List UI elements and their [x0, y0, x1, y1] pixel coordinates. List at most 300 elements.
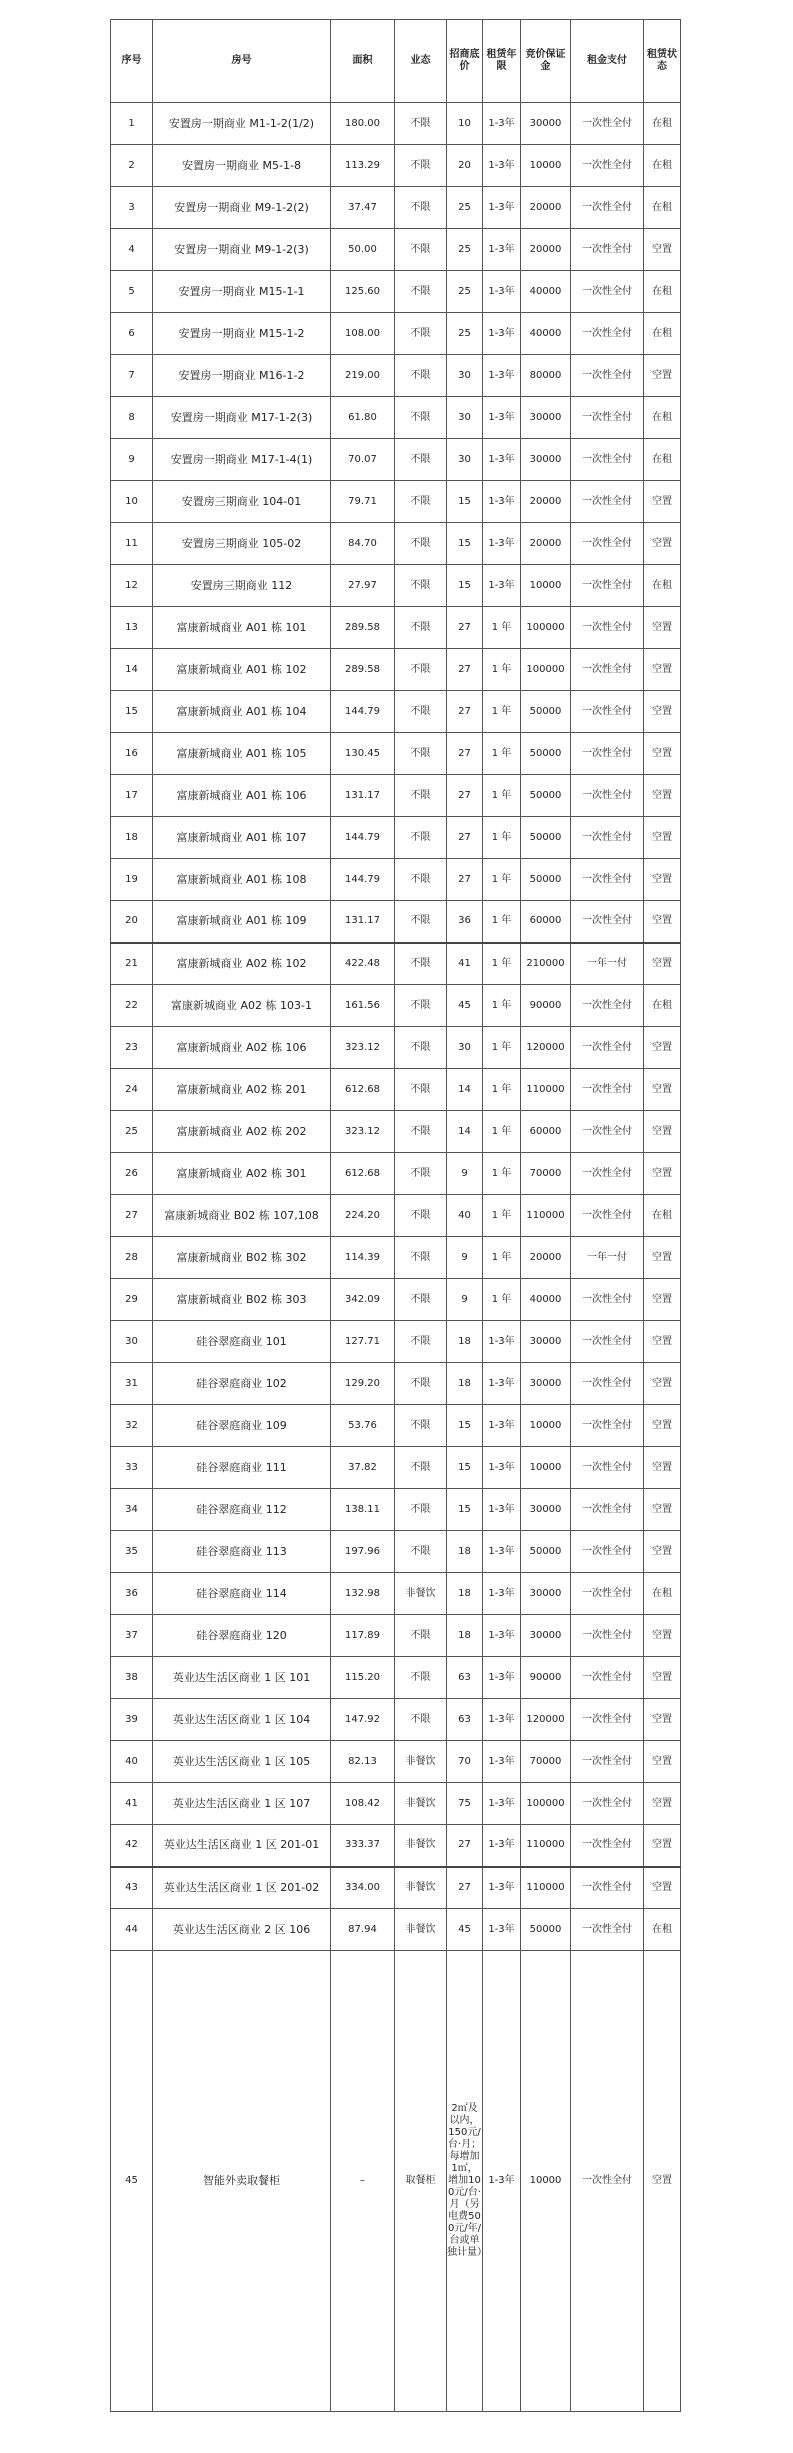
- cell-payment: 一次性全付: [571, 901, 644, 943]
- cell-deposit: 110000: [521, 1825, 571, 1867]
- header-lease-term: 租赁年限: [483, 20, 521, 103]
- cell-payment: 一次性全付: [571, 1909, 644, 1951]
- cell-deposit: 10000: [521, 565, 571, 607]
- cell-payment: 一次性全付: [571, 187, 644, 229]
- cell-index: 6: [111, 313, 153, 355]
- cell-unit: 硅谷翠庭商业 111: [153, 1447, 331, 1489]
- cell-status: 在租: [644, 1573, 681, 1615]
- cell-base-price: 9: [447, 1237, 483, 1279]
- cell-area: 144.79: [331, 691, 395, 733]
- cell-payment: 一次性全付: [571, 1615, 644, 1657]
- table-row: [111, 229, 681, 271]
- cell-business-type: 不限: [395, 355, 447, 397]
- cell-index: 9: [111, 439, 153, 481]
- cell-index: 34: [111, 1489, 153, 1531]
- cell-payment: 一次性全付: [571, 229, 644, 271]
- cell-index: 5: [111, 271, 153, 313]
- cell-deposit: 30000: [521, 397, 571, 439]
- cell-business-type: 不限: [395, 481, 447, 523]
- cell-base-price: 63: [447, 1699, 483, 1741]
- cell-lease-term: 1 年: [483, 733, 521, 775]
- header-index: 序号: [111, 20, 153, 103]
- cell-base-price: 27: [447, 733, 483, 775]
- cell-status: 空置: [644, 1027, 681, 1069]
- cell-unit: 富康新城商业 A02 栋 102: [153, 943, 331, 985]
- cell-status: 空置: [644, 649, 681, 691]
- cell-unit: 富康新城商业 A01 栋 106: [153, 775, 331, 817]
- cell-area: 323.12: [331, 1111, 395, 1153]
- cell-lease-term: 1 年: [483, 985, 521, 1027]
- cell-area: 50.00: [331, 229, 395, 271]
- table-row: [111, 1909, 681, 1951]
- cell-business-type: 不限: [395, 1237, 447, 1279]
- cell-status: 空置: [644, 1531, 681, 1573]
- cell-unit: 硅谷翠庭商业 113: [153, 1531, 331, 1573]
- cell-deposit: 30000: [521, 1573, 571, 1615]
- cell-area: 37.47: [331, 187, 395, 229]
- cell-area: 138.11: [331, 1489, 395, 1531]
- cell-business-type: 不限: [395, 1699, 447, 1741]
- cell-lease-term: 1-3年: [483, 103, 521, 145]
- cell-status: 在租: [644, 439, 681, 481]
- cell-business-type: 不限: [395, 901, 447, 943]
- cell-lease-term: 1 年: [483, 1195, 521, 1237]
- rental-table: [110, 19, 681, 2412]
- cell-business-type: 不限: [395, 1153, 447, 1195]
- cell-unit: 英业达生活区商业 1 区 104: [153, 1699, 331, 1741]
- table-row: [111, 1825, 681, 1867]
- cell-status: 空置: [644, 943, 681, 985]
- cell-status: 空置: [644, 817, 681, 859]
- cell-status: 空置: [644, 1405, 681, 1447]
- cell-payment: 一次性全付: [571, 649, 644, 691]
- cell-index: 41: [111, 1783, 153, 1825]
- cell-deposit: 120000: [521, 1027, 571, 1069]
- cell-deposit: 100000: [521, 1783, 571, 1825]
- cell-lease-term: 1-3年: [483, 1783, 521, 1825]
- cell-base-price: 15: [447, 523, 483, 565]
- table-row: [111, 1657, 681, 1699]
- cell-area: 53.76: [331, 1405, 395, 1447]
- cell-unit: 富康新城商业 A01 栋 105: [153, 733, 331, 775]
- header-area: 面积: [331, 20, 395, 103]
- cell-area: 161.56: [331, 985, 395, 1027]
- cell-index: 36: [111, 1573, 153, 1615]
- cell-status: 空置: [644, 1741, 681, 1783]
- cell-business-type: 不限: [395, 397, 447, 439]
- cell-base-price: 36: [447, 901, 483, 943]
- cell-deposit: 20000: [521, 229, 571, 271]
- table-row: [111, 1447, 681, 1489]
- cell-lease-term: 1 年: [483, 943, 521, 985]
- table-row: [111, 985, 681, 1027]
- cell-payment: 一次性全付: [571, 1573, 644, 1615]
- cell-base-price: 25: [447, 271, 483, 313]
- cell-business-type: 不限: [395, 985, 447, 1027]
- cell-payment: 一次性全付: [571, 1657, 644, 1699]
- cell-base-price: 15: [447, 1489, 483, 1531]
- table-row: [111, 943, 681, 985]
- cell-payment: 一次性全付: [571, 1153, 644, 1195]
- cell-area: 129.20: [331, 1363, 395, 1405]
- cell-lease-term: 1-3年: [483, 271, 521, 313]
- header-business-type: 业态: [395, 20, 447, 103]
- cell-unit: 安置房一期商业 M5-1-8: [153, 145, 331, 187]
- cell-area: 219.00: [331, 355, 395, 397]
- table-row: [111, 901, 681, 943]
- cell-area: 117.89: [331, 1615, 395, 1657]
- cell-status: 空置: [644, 1321, 681, 1363]
- cell-business-type: 不限: [395, 1489, 447, 1531]
- cell-index: 31: [111, 1363, 153, 1405]
- cell-index: 32: [111, 1405, 153, 1447]
- table-row: [111, 1111, 681, 1153]
- cell-area: 82.13: [331, 1741, 395, 1783]
- table-row: [111, 859, 681, 901]
- cell-area: 289.58: [331, 649, 395, 691]
- cell-business-type: 不限: [395, 1027, 447, 1069]
- table-row: [111, 1783, 681, 1825]
- cell-deposit: 40000: [521, 1279, 571, 1321]
- cell-unit: 安置房一期商业 M17-1-4(1): [153, 439, 331, 481]
- cell-unit: 富康新城商业 A01 栋 108: [153, 859, 331, 901]
- cell-area: 79.71: [331, 481, 395, 523]
- cell-unit: 富康新城商业 A02 栋 202: [153, 1111, 331, 1153]
- cell-base-price: 70: [447, 1741, 483, 1783]
- cell-lease-term: 1-3年: [483, 1489, 521, 1531]
- cell-index: 27: [111, 1195, 153, 1237]
- cell-unit: 硅谷翠庭商业 120: [153, 1615, 331, 1657]
- table-row: [111, 103, 681, 145]
- cell-area: 131.17: [331, 775, 395, 817]
- cell-business-type: 非餐饮: [395, 1909, 447, 1951]
- cell-business-type: 不限: [395, 1531, 447, 1573]
- cell-business-type: 不限: [395, 187, 447, 229]
- cell-base-price: 15: [447, 1405, 483, 1447]
- cell-deposit: 10000: [521, 145, 571, 187]
- table-row: [111, 1321, 681, 1363]
- cell-lease-term: 1 年: [483, 607, 521, 649]
- cell-payment: 一次性全付: [571, 817, 644, 859]
- cell-index: 29: [111, 1279, 153, 1321]
- cell-deposit: 210000: [521, 943, 571, 985]
- cell-business-type: 非餐饮: [395, 1783, 447, 1825]
- table-row: [111, 733, 681, 775]
- cell-index: 26: [111, 1153, 153, 1195]
- cell-business-type: 不限: [395, 1321, 447, 1363]
- cell-area: 84.70: [331, 523, 395, 565]
- cell-status: 空置: [644, 691, 681, 733]
- table-row: [111, 187, 681, 229]
- cell-business-type: 不限: [395, 691, 447, 733]
- cell-payment: 一次性全付: [571, 1363, 644, 1405]
- cell-status: 在租: [644, 1909, 681, 1951]
- cell-lease-term: 1-3年: [483, 523, 521, 565]
- cell-base-price: 30: [447, 397, 483, 439]
- cell-status: 空置: [644, 1657, 681, 1699]
- cell-business-type: 非餐饮: [395, 1573, 447, 1615]
- table-row: [111, 1867, 681, 1909]
- table-row: [111, 1699, 681, 1741]
- cell-deposit: 50000: [521, 859, 571, 901]
- cell-base-price: 25: [447, 187, 483, 229]
- cell-base-price: 41: [447, 943, 483, 985]
- table-row: [111, 1951, 681, 2412]
- cell-payment: 一次性全付: [571, 1951, 644, 2412]
- cell-lease-term: 1-3年: [483, 1657, 521, 1699]
- cell-area: 130.45: [331, 733, 395, 775]
- cell-status: 空置: [644, 1489, 681, 1531]
- cell-unit: 富康新城商业 A02 栋 103-1: [153, 985, 331, 1027]
- cell-business-type: 不限: [395, 1195, 447, 1237]
- cell-lease-term: 1-3年: [483, 1531, 521, 1573]
- cell-deposit: 110000: [521, 1195, 571, 1237]
- cell-base-price: 30: [447, 355, 483, 397]
- cell-area: 114.39: [331, 1237, 395, 1279]
- cell-payment: 一次性全付: [571, 145, 644, 187]
- cell-area: –: [331, 1951, 395, 2412]
- cell-deposit: 20000: [521, 1237, 571, 1279]
- cell-status: 在租: [644, 313, 681, 355]
- cell-deposit: 100000: [521, 649, 571, 691]
- cell-index: 2: [111, 145, 153, 187]
- cell-status: 在租: [644, 187, 681, 229]
- cell-index: 12: [111, 565, 153, 607]
- cell-lease-term: 1 年: [483, 1237, 521, 1279]
- cell-base-price: 15: [447, 481, 483, 523]
- cell-area: 108.00: [331, 313, 395, 355]
- cell-area: 147.92: [331, 1699, 395, 1741]
- cell-deposit: 10000: [521, 1447, 571, 1489]
- cell-area: 224.20: [331, 1195, 395, 1237]
- table-row: [111, 1279, 681, 1321]
- cell-unit: 硅谷翠庭商业 102: [153, 1363, 331, 1405]
- table-row: [111, 1237, 681, 1279]
- cell-deposit: 30000: [521, 439, 571, 481]
- cell-status: 在租: [644, 565, 681, 607]
- cell-base-price: 25: [447, 313, 483, 355]
- cell-deposit: 40000: [521, 271, 571, 313]
- cell-business-type: 不限: [395, 523, 447, 565]
- cell-status: 在租: [644, 145, 681, 187]
- cell-status: 在租: [644, 103, 681, 145]
- table-body: [111, 103, 681, 2412]
- cell-index: 35: [111, 1531, 153, 1573]
- header-base-price: 招商底价: [447, 20, 483, 103]
- cell-status: 空置: [644, 1069, 681, 1111]
- cell-base-price: 27: [447, 775, 483, 817]
- cell-status: 空置: [644, 775, 681, 817]
- cell-lease-term: 1-3年: [483, 1573, 521, 1615]
- cell-business-type: 不限: [395, 1405, 447, 1447]
- table-row: [111, 817, 681, 859]
- cell-deposit: 20000: [521, 187, 571, 229]
- cell-business-type: 不限: [395, 1657, 447, 1699]
- cell-lease-term: 1 年: [483, 775, 521, 817]
- cell-business-type: 不限: [395, 1447, 447, 1489]
- table-row: [111, 271, 681, 313]
- cell-unit: 富康新城商业 A02 栋 301: [153, 1153, 331, 1195]
- cell-index: 20: [111, 901, 153, 943]
- cell-base-price: 27: [447, 817, 483, 859]
- cell-base-price: 45: [447, 1909, 483, 1951]
- cell-base-price: 18: [447, 1363, 483, 1405]
- cell-deposit: 90000: [521, 1657, 571, 1699]
- cell-status: 空置: [644, 1447, 681, 1489]
- cell-payment: 一次性全付: [571, 1111, 644, 1153]
- cell-status: 空置: [644, 1111, 681, 1153]
- cell-unit: 富康新城商业 B02 栋 107,108: [153, 1195, 331, 1237]
- cell-lease-term: 1-3年: [483, 1699, 521, 1741]
- cell-index: 30: [111, 1321, 153, 1363]
- cell-area: 70.07: [331, 439, 395, 481]
- cell-deposit: 50000: [521, 775, 571, 817]
- cell-area: 342.09: [331, 1279, 395, 1321]
- cell-deposit: 50000: [521, 817, 571, 859]
- cell-lease-term: 1-3年: [483, 439, 521, 481]
- cell-payment: 一年一付: [571, 1237, 644, 1279]
- cell-area: 612.68: [331, 1069, 395, 1111]
- cell-unit: 富康新城商业 A01 栋 101: [153, 607, 331, 649]
- cell-payment: 一次性全付: [571, 523, 644, 565]
- cell-index: 21: [111, 943, 153, 985]
- cell-unit: 安置房一期商业 M17-1-2(3): [153, 397, 331, 439]
- cell-unit: 安置房一期商业 M9-1-2(3): [153, 229, 331, 271]
- cell-deposit: 120000: [521, 1699, 571, 1741]
- header-status: 租赁状态: [644, 20, 681, 103]
- cell-payment: 一次性全付: [571, 1825, 644, 1867]
- cell-area: 289.58: [331, 607, 395, 649]
- cell-unit: 安置房一期商业 M15-1-2: [153, 313, 331, 355]
- cell-business-type: 不限: [395, 607, 447, 649]
- cell-base-price: 27: [447, 859, 483, 901]
- cell-business-type: 非餐饮: [395, 1867, 447, 1909]
- table-row: [111, 145, 681, 187]
- cell-business-type: 不限: [395, 1363, 447, 1405]
- cell-payment: 一次性全付: [571, 775, 644, 817]
- cell-status: 空置: [644, 481, 681, 523]
- cell-deposit: 80000: [521, 355, 571, 397]
- cell-status: 空置: [644, 1279, 681, 1321]
- cell-lease-term: 1 年: [483, 1027, 521, 1069]
- table-row: [111, 1027, 681, 1069]
- cell-payment: 一次性全付: [571, 481, 644, 523]
- table-row: [111, 565, 681, 607]
- cell-unit: 硅谷翠庭商业 101: [153, 1321, 331, 1363]
- cell-business-type: 不限: [395, 943, 447, 985]
- cell-lease-term: 1-3年: [483, 1363, 521, 1405]
- cell-status: 空置: [644, 859, 681, 901]
- cell-business-type: 不限: [395, 103, 447, 145]
- cell-status: 空置: [644, 1825, 681, 1867]
- table-row: [111, 649, 681, 691]
- cell-base-price: 25: [447, 229, 483, 271]
- cell-unit: 安置房三期商业 105-02: [153, 523, 331, 565]
- cell-unit: 硅谷翠庭商业 112: [153, 1489, 331, 1531]
- cell-unit: 英业达生活区商业 2 区 106: [153, 1909, 331, 1951]
- cell-lease-term: 1-3年: [483, 1321, 521, 1363]
- cell-base-price: 27: [447, 607, 483, 649]
- cell-unit: 英业达生活区商业 1 区 201-01: [153, 1825, 331, 1867]
- cell-deposit: 110000: [521, 1867, 571, 1909]
- cell-area: 144.79: [331, 859, 395, 901]
- cell-unit: 英业达生活区商业 1 区 101: [153, 1657, 331, 1699]
- cell-index: 43: [111, 1867, 153, 1909]
- cell-payment: 一次性全付: [571, 985, 644, 1027]
- cell-payment: 一次性全付: [571, 439, 644, 481]
- cell-status: 在租: [644, 1195, 681, 1237]
- cell-payment: 一次性全付: [571, 691, 644, 733]
- cell-index: 39: [111, 1699, 153, 1741]
- cell-deposit: 30000: [521, 1489, 571, 1531]
- cell-index: 17: [111, 775, 153, 817]
- cell-payment: 一次性全付: [571, 1741, 644, 1783]
- cell-lease-term: 1 年: [483, 691, 521, 733]
- cell-payment: 一次性全付: [571, 859, 644, 901]
- cell-lease-term: 1-3年: [483, 1951, 521, 2412]
- cell-status: 在租: [644, 985, 681, 1027]
- cell-index: 18: [111, 817, 153, 859]
- cell-area: 144.79: [331, 817, 395, 859]
- cell-unit: 富康新城商业 A02 栋 201: [153, 1069, 331, 1111]
- cell-business-type: 不限: [395, 1111, 447, 1153]
- cell-payment: 一次性全付: [571, 1489, 644, 1531]
- cell-unit: 硅谷翠庭商业 109: [153, 1405, 331, 1447]
- cell-base-price: 27: [447, 691, 483, 733]
- cell-deposit: 50000: [521, 733, 571, 775]
- cell-business-type: 不限: [395, 649, 447, 691]
- table-row: [111, 481, 681, 523]
- cell-payment: 一次性全付: [571, 271, 644, 313]
- cell-payment: 一次性全付: [571, 607, 644, 649]
- cell-deposit: 110000: [521, 1069, 571, 1111]
- table-row: [111, 1489, 681, 1531]
- cell-status: 空置: [644, 1867, 681, 1909]
- cell-area: 422.48: [331, 943, 395, 985]
- cell-payment: 一次性全付: [571, 1783, 644, 1825]
- cell-index: 22: [111, 985, 153, 1027]
- cell-base-price: 9: [447, 1279, 483, 1321]
- cell-index: 40: [111, 1741, 153, 1783]
- cell-area: 125.60: [331, 271, 395, 313]
- cell-area: 131.17: [331, 901, 395, 943]
- cell-index: 4: [111, 229, 153, 271]
- cell-unit: 安置房三期商业 112: [153, 565, 331, 607]
- cell-deposit: 50000: [521, 691, 571, 733]
- cell-deposit: 30000: [521, 103, 571, 145]
- cell-lease-term: 1 年: [483, 1069, 521, 1111]
- cell-lease-term: 1-3年: [483, 1867, 521, 1909]
- cell-unit: 富康新城商业 A01 栋 102: [153, 649, 331, 691]
- cell-index: 38: [111, 1657, 153, 1699]
- cell-area: 115.20: [331, 1657, 395, 1699]
- table-row: [111, 691, 681, 733]
- cell-index: 45: [111, 1951, 153, 2412]
- cell-payment: 一次性全付: [571, 565, 644, 607]
- cell-status: 在租: [644, 397, 681, 439]
- table-row: [111, 439, 681, 481]
- cell-deposit: 70000: [521, 1741, 571, 1783]
- cell-area: 108.42: [331, 1783, 395, 1825]
- table-row: [111, 1615, 681, 1657]
- cell-index: 24: [111, 1069, 153, 1111]
- cell-lease-term: 1-3年: [483, 1447, 521, 1489]
- cell-lease-term: 1-3年: [483, 1825, 521, 1867]
- cell-payment: 一次性全付: [571, 1867, 644, 1909]
- cell-index: 15: [111, 691, 153, 733]
- cell-index: 1: [111, 103, 153, 145]
- cell-index: 23: [111, 1027, 153, 1069]
